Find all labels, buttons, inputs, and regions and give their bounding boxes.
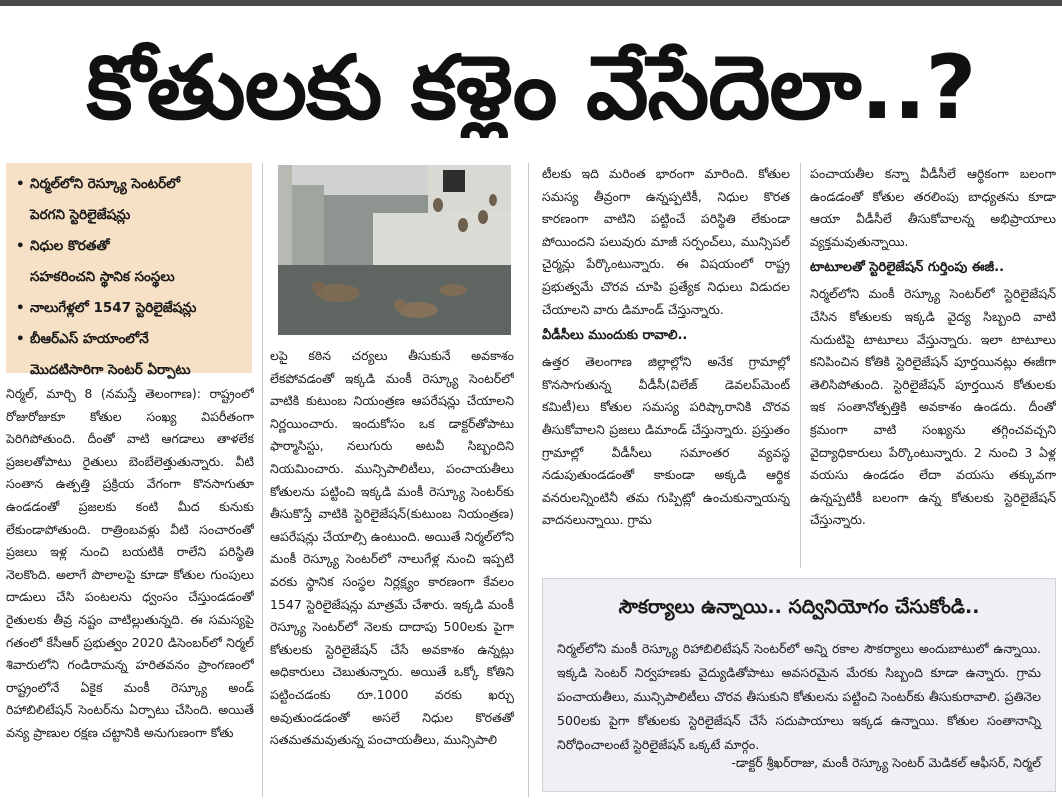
- article-column-2: [270, 345, 514, 797]
- highlight-line: • నిధుల కొరతతో: [14, 231, 244, 262]
- article-text: పంచాయతీల కన్నా వీడీసీలే ఆర్థికంగా బలంగా ఉండడంతో కోతుల తరలింపు బాధ్యతను కూడా ఆయా వీడీసీలే తీసుకోవాలన్న అభిప్రాయాలు వ్యక్తమవుతున్నాయి.: [810, 166, 1056, 249]
- quote-box-title: సౌకర్యాలు ఉన్నాయి.. సద్వినియోగం చేసుకోండి..: [618, 596, 980, 618]
- highlight-line: • నిర్మల్‌లోని రెస్క్యూ సెంటర్‌లో: [14, 169, 244, 200]
- highlight-line: మొదటిసారిగా సెంటర్ ఏర్పాటు: [30, 362, 191, 378]
- article-text: టీలకు ఇది మరింత భారంగా మారింది. కోతుల సమస్య తీవ్రంగా ఉన్నప్పటికీ, నిధుల కొరత కారణంగా వాటిని పట్టించే పరిస్థితి లేకుండా పోయిందని పలువురు మాజీ సర్పంచ్‌లు, మున్సిపల్ చైర్మన్లు పేర్కొంటున్నారు. ఈ విషయంలో రాష్ట్ర ప్రభుత్వమే చొరవ చూపి ప్రత్యేక నిధులు విడుదల చేయాలని వారు డిమాండ్ చేస్తున్నారు.: [542, 166, 790, 317]
- page-title: కోతులకు కళ్లెం వేసేదెలా..?: [86, 38, 976, 138]
- highlight-line: పెరగని స్టెరిలైజేషన్లు: [30, 207, 131, 223]
- bullet-icon: •: [16, 300, 25, 316]
- column-divider: [800, 163, 801, 568]
- article-column-4: [810, 163, 1056, 573]
- section-subheading: వీడీసీలు ముందుకు రావాలి..: [542, 328, 688, 344]
- column-divider: [262, 163, 263, 797]
- article-text: నిర్మల్, మార్చి 8 (నమస్తే తెలంగాణ): రాష్ట్రంలో రోజురోజుకూ కోతుల సంఖ్య విపరీతంగా పెరిగిపోతుంది. దీంతో వాటి ఆగడాలు తాళలేక ప్రజలతోపాటు రైతులు బెంబేలెత్తుతున్నారు. వీటి సంతాన ఉత్పత్తి ప్రక్రియ వేగంగా కొనసాగుతూ ఉండడంతో ప్రజలకు కంటి మీద కునుకు లేకుండాపోతుంది. రాత్రింబవళ్లు వీటి సంచారంతో ప్రజలు ఇళ్ల నుంచి బయటికి రాలేని పరిస్థితి నెలకొంది. అలాగే పొలాలపై కూడా కోతుల గుంపులు దాడులు చేసి పంటలను ధ్వంసం చేస్తుండడంతో రైతులకు తీవ్ర నష్టం వాటిల్లుతున్నది. ఈ సమస్యపై గతంలో కేసీఆర్ ప్రభుత్వం 2020 డిసెంబర్‌లో నిర్మల్ శివారులోని గండిరామన్న హరితవనం ప్రాంగణంలో రాష్ట్రంలోనే ఏకైక మంకీ రెస్క్యూ అండ్ రిహాబిలిటేషన్ సెంటర్‌ను ఏర్పాటు చేసింది. అయితే వన్య ప్రాణుల రక్షణ చట్టానికి అనుగుణంగా కోతు: [6, 386, 254, 740]
- article-text: ఉత్తర తెలంగాణ జిల్లాల్లోని అనేక గ్రామాల్లో కొనసాగుతున్న వీడీసీ(విలేజ్ డెవలప్‌మెంట్ కమిటీ)లు కోతుల సమస్య పరిష్కారానికి చొరవ తీసుకోవాలని ప్రజలు డిమాండ్ చేస్తున్నారు. ప్రస్తుతం గ్రామాల్లో వీడీసీలు సమాంతర వ్యవస్థ నడుపుతుండడంతో కాకుండా అక్కడి ఆర్థిక వనరులన్నింటినీ తమ గుప్పిట్లో ఉంచుకున్నాయన్న వాదనలున్నాయి. గ్రామ: [542, 354, 790, 528]
- highlights-box: [6, 163, 252, 378]
- article-text: నిర్మల్‌లోని మంకీ రెస్క్యూ సెంటర్‌లో స్టెరిలైజేషన్ చేసిన కోతులకు ఇక్కడి వైద్య సిబ్బంది వాటి నుదుటిపై టాటూలు వేస్తున్నారు. ఇలా టాటూలు కనిపించిన కోతికి స్టెరిలైజేషన్ పూర్తయినట్లు ఈజీగా తెలిసిపోతుంది. స్టెరిలైజేషన్ పూర్తయిన కోతులకు ఇక సంతానోత్పత్తికి అవకాశం ఉండదు. దీంతో క్రమంగా వాటి సంఖ్యను తగ్గించవచ్చని వైద్యాధికారులు పేర్కొంటున్నారు. 2 నుంచి 3 ఏళ్ల వయసు ఉండడం లేదా వయసు తక్కువగా ఉన్నప్పటికీ బలంగా ఉన్న కోతులకు స్టెరిలైజేషన్ చేస్తున్నారు.: [810, 286, 1056, 528]
- monkeys-photo: [278, 165, 511, 335]
- photo-illustration: [278, 165, 511, 335]
- section-subheading: టాటూలతో స్టెరిలైజేషన్ గుర్తింపు ఈజీ..: [810, 260, 1005, 276]
- bullet-icon: •: [16, 331, 25, 347]
- quote-box-text: నిర్మల్‌లోని మంకీ రెస్క్యూ రిహాబిలిటేషన్ సెంటర్‌లో అన్ని రకాల సౌకర్యాలు అందుబాటులో ఉన్నాయి. ఇక్కడి సెంటర్ నిర్వహణకు వైద్యుడితోపాటు అవసరమైన మేరకు సిబ్బంది కూడా ఉన్నారు. గ్రామ పంచాయతీలు, మున్సిపాలిటీలు చొరవ తీసుకుని కోతులను పట్టించి సెంటర్‌కు తీసుకురావాలి. ప్రతినెల 500లకు పైగా కోతులకు స్టెరిలైజేషన్ చేసే సదుపాయాలు ఇక్కడ ఉన్నాయి. కోతుల సంతానాన్ని నిరోధించాలంటే స్టెరిలైజేషన్ ఒక్కటే మార్గం.: [557, 641, 1041, 752]
- bullet-icon: •: [16, 176, 25, 192]
- column-divider: [528, 163, 529, 797]
- bullet-icon: •: [16, 238, 25, 254]
- top-rule: [0, 0, 1062, 6]
- highlight-line: • బీఆర్‌ఎస్ హయాంలోనే: [14, 324, 244, 355]
- article-column-1: [6, 383, 254, 797]
- quote-box-signature: -డాక్టర్ శ్రీఖర్‌రాజు, మంకీ రెస్క్యూ సెంటర్ మెడికల్ ఆఫీసర్, నిర్మల్: [731, 755, 1041, 770]
- highlight-line: • నాలుగేళ్లలో 1547 స్టెరిలైజేషన్లు: [14, 293, 244, 324]
- article-text: లపై కఠిన చర్యలు తీసుకునే అవకాశం లేకపోవడంతో ఇక్కడి మంకీ రెస్క్యూ సెంటర్‌లో వాటికి కుటుంబ నియంత్రణ ఆపరేషన్లు చేయాలని నిర్ణయించారు. ఇందుకోసం ఒక డాక్టర్‌తోపాటు ఫార్మాసిస్టు, నలుగురు అటవీ సిబ్బందిని నియమించారు. మున్సిపాలిటీలు, పంచాయతీలు కోతులను పట్టించి ఇక్కడి మంకీ రెస్క్యూ సెంటర్‌కు తీసుకొస్తే వాటికి స్టెరిలైజేషన్(కుటుంబ నియంత్రణ) ఆపరేషన్లు చేయాల్సి ఉంటుంది. అయితే నిర్మల్‌లోని మంకీ రెస్క్యూ సెంటర్‌లో నాలుగేళ్ల నుంచి ఇప్పటి వరకు స్థానిక సంస్థల నిర్లక్ష్యం కారణంగా కేవలం 1547 స్టెరిలైజేషన్లు మాత్రమే చేశారు. ఇక్కడి మంకీ రెస్క్యూ సెంటర్‌లో నెలకు దాదాపు 500లకు పైగా కోతులకు స్టెరిలైజేషన్ చేసే అవకాశం ఉన్నట్లు అధికారులు చెబుతున్నారు. అయితే ఒక్కో కోతిని పట్టించడంకు రూ.1000 వరకు ఖర్చు అవుతుండడంతో అసలే నిధుల కొరతతో సతమతమవుతున్న పంచాయతీలు, మున్సిపాలి: [270, 348, 514, 748]
- highlight-line: సహకరించని స్థానిక సంస్థలు: [30, 269, 175, 285]
- quote-box: [542, 578, 1056, 792]
- article-column-3: [542, 163, 790, 573]
